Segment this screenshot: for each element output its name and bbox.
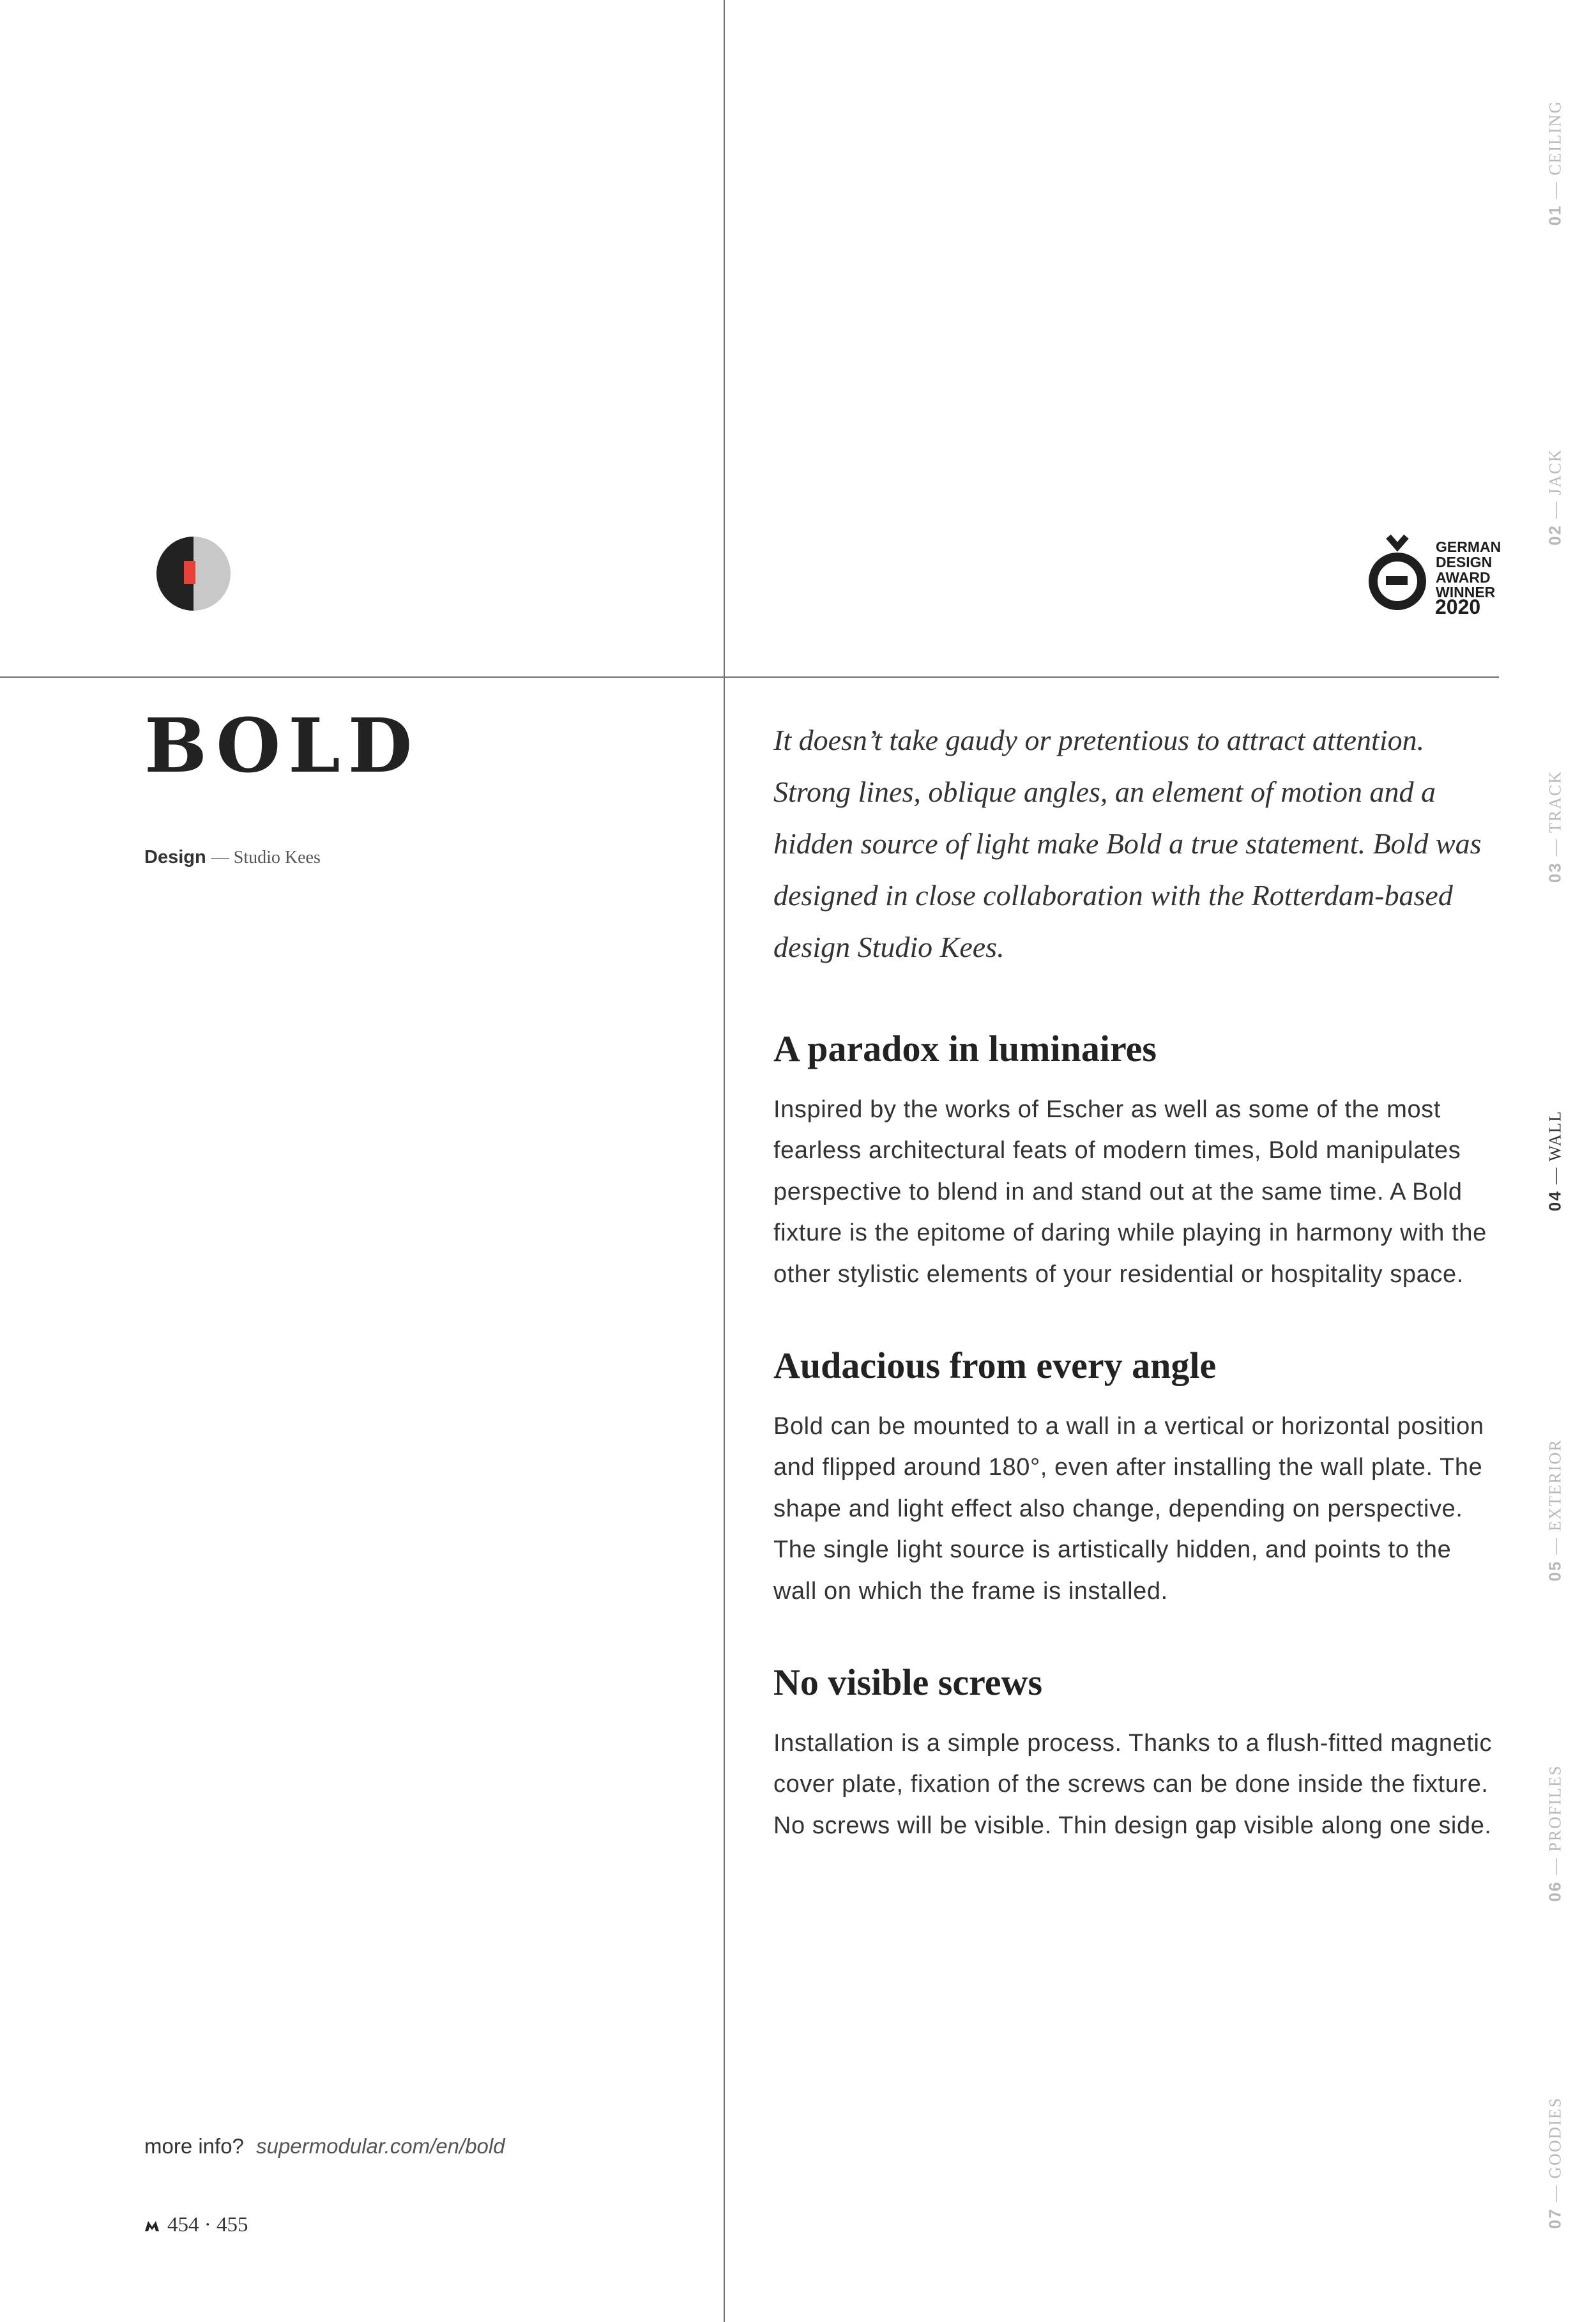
section-heading: Audacious from every angle [773, 1345, 1217, 1387]
nav-label: — PROFILES [1546, 1764, 1565, 1875]
section-body: Inspired by the works of Escher as well as some of the most fearless architectural feats of modern times, Bold manipulates perspective to blend in and stand out at the same time. A Bold fixture is the epitome of daring while playing in harmony with the other stylistic elements of your residential or hospitality space. [773, 1096, 1487, 1288]
more-info-link[interactable]: supermodular.com/en/bold [256, 2134, 505, 2158]
intro-text: It doesn’t take gaudy or pretentious to attract attention. Strong lines, oblique angles, an element of motion and a hidden source of light make Bold a true statement. Bold was designed in close collaboration with the Rotterdam-based design Studio Kees. [773, 724, 1482, 963]
nav-item-exterior[interactable] [1546, 1439, 1565, 1581]
nav-num: 07 [1545, 2208, 1565, 2229]
page-number-text: 454 · 455 [167, 2213, 248, 2236]
nav-num: 01 [1545, 204, 1565, 226]
section-heading: A paradox in luminaires [773, 1028, 1157, 1069]
nav-item-goodies[interactable] [1546, 2097, 1565, 2229]
nav-num: 06 [1545, 1881, 1565, 1902]
supermodular-logo-icon [144, 2219, 160, 2232]
nav-item-ceiling[interactable] [1546, 100, 1565, 226]
nav-label: — EXTERIOR [1546, 1439, 1565, 1555]
main-content [773, 714, 1495, 1846]
award-line-3: AWARD [1436, 569, 1491, 586]
section-body: Bold can be mounted to a wall in a vertical or horizontal position and flipped around 180°, even after installing the wall plate. The shape and light effect also change, depending on perspective. The single light source is artistically hidden, and points to the wall on which the frame is installed. [773, 1412, 1484, 1605]
nav-item-wall[interactable] [1546, 1110, 1565, 1211]
award-line-2: DESIGN [1436, 554, 1493, 570]
nav-item-jack[interactable] [1546, 448, 1565, 546]
section-heading: No visible screws [773, 1661, 1043, 1704]
nav-item-profiles[interactable] [1546, 1765, 1565, 1902]
page-numbers [144, 2213, 248, 2237]
horizontal-divider [0, 676, 1499, 678]
award-year: 2020 [1435, 595, 1481, 615]
nav-num: 03 [1545, 862, 1565, 883]
nav-num: 04 [1545, 1190, 1565, 1212]
nav-label: — WALL [1546, 1110, 1565, 1185]
award-line-1: GERMAN [1436, 538, 1501, 555]
design-label: Design [144, 847, 206, 867]
product-title: BOLD [144, 703, 420, 790]
award-line-4: WINNER [1436, 584, 1496, 600]
side-navigation [1533, 0, 1577, 2322]
design-value: — Studio Kees [211, 848, 321, 867]
nav-label: — GOODIES [1546, 2097, 1565, 2203]
bold-product-icon [155, 535, 232, 612]
german-design-award-badge [1367, 533, 1502, 615]
design-credit [144, 847, 321, 868]
nav-num: 05 [1545, 1560, 1565, 1582]
nav-num: 02 [1545, 524, 1565, 546]
more-info-label: more info? [144, 2134, 244, 2158]
vertical-divider [724, 0, 725, 2322]
nav-label: — JACK [1546, 448, 1565, 519]
more-info [144, 2134, 505, 2158]
nav-item-track[interactable] [1546, 770, 1565, 883]
nav-label: — TRACK [1546, 770, 1565, 856]
nav-label: — CEILING [1546, 100, 1565, 199]
section-body: Installation is a simple process. Thanks to a flush-fitted magnetic cover plate, fixation of the screws can be done inside the fixture. No screws will be visible. Thin design gap visible along one side. [773, 1729, 1493, 1839]
